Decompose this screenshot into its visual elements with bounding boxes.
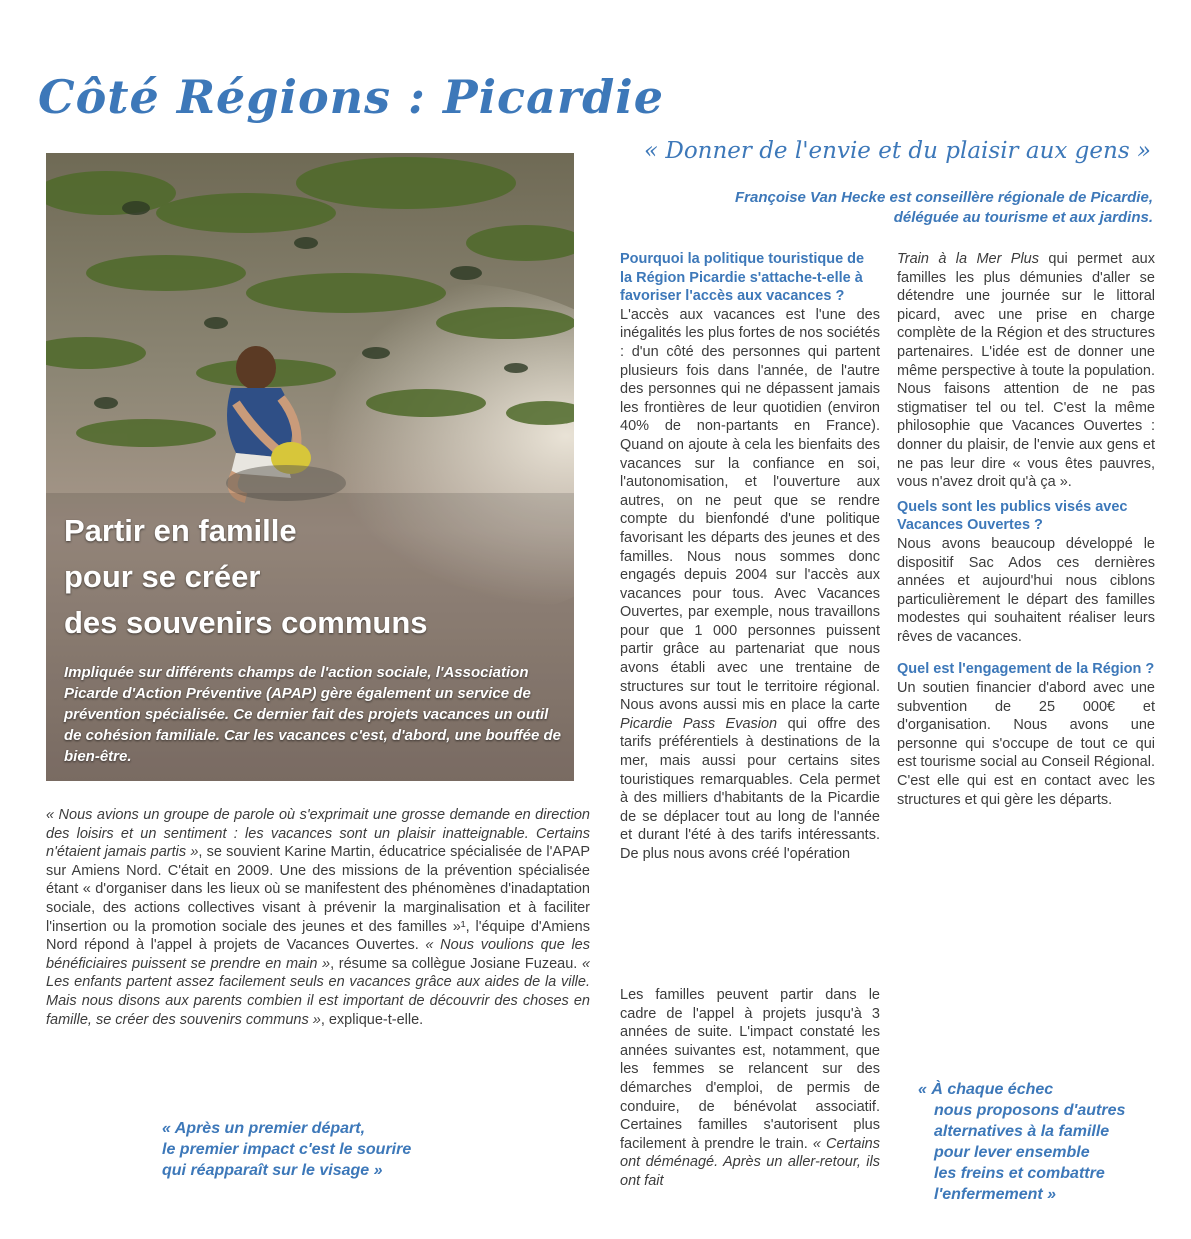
body-text: , résume sa collègue Josiane Fuzeau. — [330, 955, 582, 972]
pull-quote-left — [162, 1118, 492, 1181]
photo-caption — [64, 508, 564, 767]
interview-question: Quels sont les publics visés avec Vacances Ouvertes ? — [897, 498, 1128, 534]
intro-line: Françoise Van Hecke est conseillère régionale de Picardie, — [735, 189, 1153, 206]
pull-quote-line: pour lever ensemble — [934, 1144, 1090, 1161]
continuation-text — [620, 986, 880, 1191]
quote-text: « Nous avions un groupe de parole où s'exprimait une grosse demande en direction des loisirs et un sentiment : les vacances sont un plaisir inatteignable. Certains n'étaient jamais partis » — [46, 807, 590, 861]
pull-quote-line: alternatives à la famille — [934, 1123, 1110, 1140]
interview-column-1 — [620, 250, 880, 864]
answer-text: L'accès aux vacances est l'une des inégalités les plus fortes de nos sociétés : d'un côté des personnes qui partent plusieurs fois dans l'année, de l'autre des personnes qui ne dépassent jamais les frontières de leur quotidien (environ 40% de non-partants en France). Quand on ajoute à cela les bienfaits des vacances sur la confiance en soi, l'autonomisation, et l'ouverture aux autres, on ne peut que se rendre compte du bienfondé d'une politique favorisant les départs des jeunes et des familles. Nous nous sommes donc engagés depuis 2004 sur l'accès aux vacances pour tous. Avec Vacances Ouvertes, par exemple, nous travaillons pour que 1 000 personnes puissent partir grâce au partenariat que nous avons établi avec une trentaine de structures sur tout le territoire régional. Nous avons aussi mis en place la carte — [620, 306, 880, 714]
pull-quote-right — [918, 1079, 1168, 1205]
interview-question: Quel est l'engagement de la Région ? — [897, 661, 1155, 678]
quote-text: « Nous voulions que les bénéficiaires puissent se prendre en main » — [46, 937, 590, 972]
pull-quote-line: « À chaque échec — [918, 1081, 1054, 1098]
interview-question: Pourquoi la politique touristique de la Région Picardie s'attache-t-elle à favoriser l'accès aux vacances ? — [620, 251, 865, 305]
quote-text: « Certains ont déménagé. Après un aller-retour, ils ont fait — [620, 1135, 880, 1189]
interview-title: « Donner de l'envie et du plaisir aux gens » — [644, 138, 1151, 164]
interview-answer — [897, 250, 1155, 492]
pull-quote-line: l'enfermement » — [934, 1186, 1057, 1203]
pull-quote-line: qui réapparaît sur le visage » — [162, 1162, 383, 1179]
pull-quote-line: les freins et combattre — [934, 1165, 1105, 1182]
interview-intro — [653, 188, 1153, 228]
interview-answer — [620, 306, 880, 864]
answer-text: qui offre des tarifs préférentiels à destinations de la mer, mais aussi pour certains sites touristiques remarquables. Cela permet à des milliers d'habitants de la Picardie de se déplacer tout au long de l'année et durant l'été à des tarifs intéressants. De plus nous avons créé l'opération — [620, 715, 881, 862]
pull-quote-line: « Après un premier départ, — [162, 1120, 366, 1137]
interview-answer: Nous avons beaucoup développé le dispositif Sac Ados ces dernières années et aujourd'hui nous ciblons particulièrement le départ des familles modestes qui souhaitent réaliser leurs rêves de vacances. — [897, 535, 1155, 645]
pull-quote-line: nous proposons d'autres — [934, 1102, 1126, 1119]
interview-column-2 — [897, 250, 1155, 809]
quote-text: « Les enfants partent assez facilement seuls en vacances grâce aux aides de la ville. Mais nous disons aux parents combien il est important de découvrir des choses en famille, se créer des souvenirs communs » — [46, 955, 591, 1028]
body-text: Les familles peuvent partir dans le cadre de l'appel à projets jusqu'à 3 années de suite. L'impact constaté les années suivantes est, notamment, que les femmes se relancent sur des démarches d'emploi, de permis de conduire, de bénévolat associatif. Certaines familles s'autorisent plus facilement à prendre le train. — [620, 987, 880, 1152]
intro-line: déléguée au tourisme et aux jardins. — [893, 209, 1153, 226]
continuation-column — [620, 986, 880, 1202]
interview-answer: Un soutien financier d'abord avec une subvention de 25 000€ et d'organisation. Nous avons une personne qui s'occupe de tout ce qui est tourisme social au Conseil Régional. C'est elle qui est en contact avec les structures et qui gère les départs. — [897, 680, 1155, 808]
article-lede: Impliquée sur différents champs de l'action sociale, l'Association Picarde d'Action Préventive (APAP) gère également un service de prévention spécialisée. Ce dernier fait des projets vacances un outil de cohésion familiale. Car les vacances c'est, d'abord, une bouffée de bien-être. — [64, 664, 562, 765]
page-title: Côté Régions : Picardie — [38, 70, 665, 124]
answer-text: qui permet aux familles les plus démunies d'aller se détendre une journée sur le littoral picard, avec une prise en charge complète de la Région et des structures partenaires. L'idée est de donner une même perspective à toute la population. Nous faisons attention de ne pas stigmatiser tel ou tel. C'est la même philosophie que Vacances Ouvertes : donner du plaisir, de l'envie aux gens et ne pas leur dire « vous êtes pauvres, vous n'avez droit qu'à ça ». — [897, 251, 1155, 491]
left-article-text — [46, 806, 590, 1029]
left-article — [46, 806, 590, 1029]
pull-quote-line: le premier impact c'est le sourire — [162, 1141, 412, 1158]
body-text: , explique-t-elle. — [320, 1011, 424, 1028]
article-heading: Partir en famille pour se créer des souvenirs communs — [64, 513, 428, 640]
beach-photo — [46, 153, 574, 781]
body-text: , se souvient Karine Martin, éducatrice spécialisée de l'APAP sur Amiens Nord. C'était en 2009. Une des missions de la prévention spécialisée étant « d'organiser dans les lieux où se manifestent des phénomènes d'inadaptation sociale, des actions collectives visant à prévenir la marginalisation et à faciliter l'insertion ou la promotion sociale des jeunes et des familles »¹, l'équipe d'Amiens Nord répond à l'appel à projets de Vacances Ouvertes. — [46, 844, 591, 954]
program-name: Train à la Mer Plus — [897, 251, 1039, 267]
program-name: Picardie Pass Evasion — [620, 715, 778, 732]
